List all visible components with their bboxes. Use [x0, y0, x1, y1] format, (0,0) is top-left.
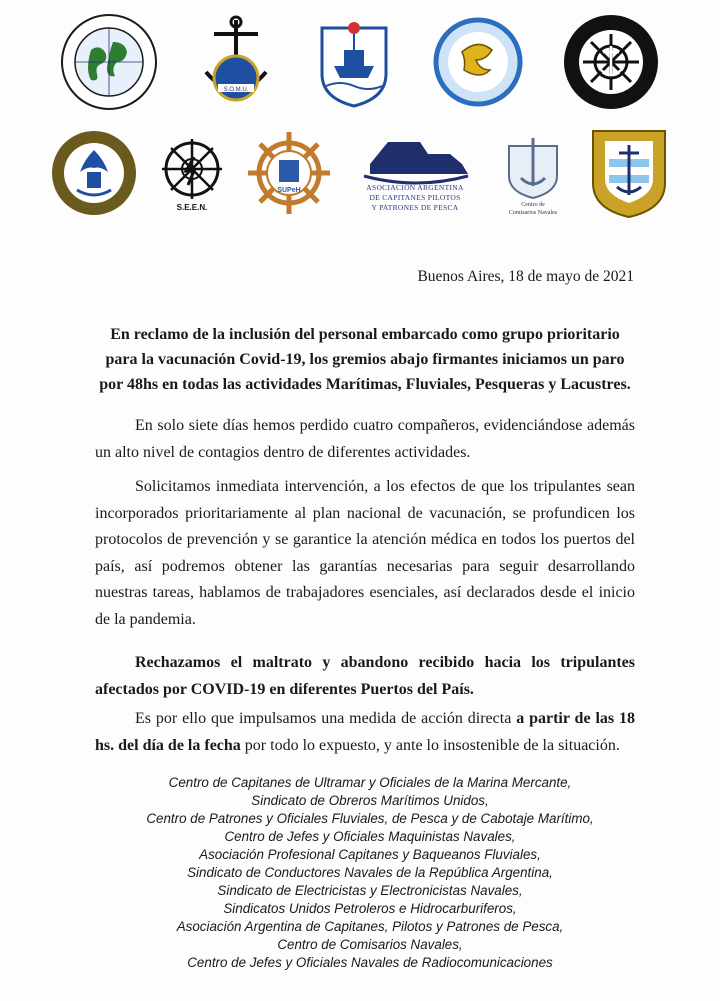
logo-row-bottom: [0, 125, 720, 221]
paragraph-1: En solo siete días hemos perdido cuatro compañeros, evidenciándose además un alto nivel de contagios dentro de diferentes actividades.: [95, 417, 635, 461]
signatories-list: [90, 774, 650, 972]
signatory: Sindicatos Unidos Petroleros e Hidrocarburiferos,: [223, 901, 517, 916]
lead-statement: En reclamo de la inclusión del personal embarcado como grupo prioritario para la vacunación Covid-19, los gremios abajo firmantes iniciamos un paro por 48hs en todas las actividades Marítimas, Fluviales, Pesqueras y Lacustres.: [99, 326, 631, 393]
seen-label: S.E.E.N.: [177, 203, 208, 212]
comisarios-line-1: Centro de: [521, 202, 546, 208]
signatory: Asociación Argentina de Capitanes, Pilotos y Patrones de Pesca,: [176, 919, 564, 934]
radiocomunicaciones-logo: [587, 125, 671, 221]
signatory: Centro de Jefes y Oficiales Maquinistas Navales,: [224, 829, 516, 844]
capitanes-baqueanos-logo: [561, 12, 661, 112]
comisarios-line-2: Comisarios Navales: [509, 210, 558, 216]
conductores-navales-logo: [49, 128, 139, 218]
supeh-logo: [246, 130, 332, 216]
electricistas-logo: [156, 133, 228, 213]
signatory: Centro de Capitanes de Ultramar y Oficiales de la Marina Mercante,: [168, 775, 572, 790]
paragraph-4: [95, 706, 635, 759]
document-date: Buenos Aires, 18 de mayo de 2021: [417, 268, 634, 285]
paragraph-4-bold: a partir de las 18 hs. del día de la fecha: [95, 710, 636, 754]
signatory: Sindicato de Conductores Navales de la República Argentina,: [187, 865, 553, 880]
comisarios-navales-logo: [497, 130, 569, 216]
logo-row-top: [0, 12, 720, 112]
maquinistas-navales-logo: [432, 16, 524, 108]
signatory: Centro de Jefes y Oficiales Navales de Radiocomunicaciones: [187, 955, 553, 970]
assoc-line-3: Y PATRONES DE PESCA: [371, 203, 459, 212]
patrones-oficiales-fluviales-logo: [314, 16, 394, 108]
paragraph-3: Rechazamos el maltrato y abandono recibido hacia los tripulantes afectados por COVID-19 en diferentes Puertos del País.: [95, 654, 635, 698]
supeh-label: SUPeH: [277, 187, 301, 194]
somu-logo: [196, 12, 276, 112]
asociacion-argentina-logo: [350, 128, 480, 218]
paragraph-4-text-c: por todo lo expuesto, y ante lo insostenible de la situación.: [240, 736, 620, 754]
assoc-line-1: ASOCIACIÓN ARGENTINA: [366, 183, 464, 192]
signatory: Centro de Comisarios Navales,: [277, 937, 463, 952]
centro-capitanes-ultramar-logo: [59, 12, 159, 112]
signatory: Sindicato de Obreros Marítimos Unidos,: [251, 793, 489, 808]
signatory: Asociación Profesional Capitanes y Baqueanos Fluviales,: [199, 847, 541, 862]
signatory: Centro de Patrones y Oficiales Fluviales, de Pesca y de Cabotaje Marítimo,: [146, 811, 594, 826]
signatory: Sindicato de Electricistas y Electronicistas Navales,: [217, 883, 523, 898]
assoc-line-2: DE CAPITANES PILOTOS: [369, 193, 461, 202]
paragraph-2: Solicitamos inmediata intervención, a los efectos de que los tripulantes sean incorporados prioritariamente al plan nacional de vacunación, se profundicen los protocolos de prevención y se garantice la atención médica en todos los puertos del país, así podremos obtener las garantías necesarias para seguir desarrollando nuestras tareas, hablamos de trabajadores esenciales, así declarados desde el inicio de la pandemia.: [95, 478, 635, 628]
somu-label: S.O.M.U.: [224, 87, 249, 93]
paragraph-4-text-a: Es por ello que impulsamos una medida de acción directa: [135, 710, 517, 727]
